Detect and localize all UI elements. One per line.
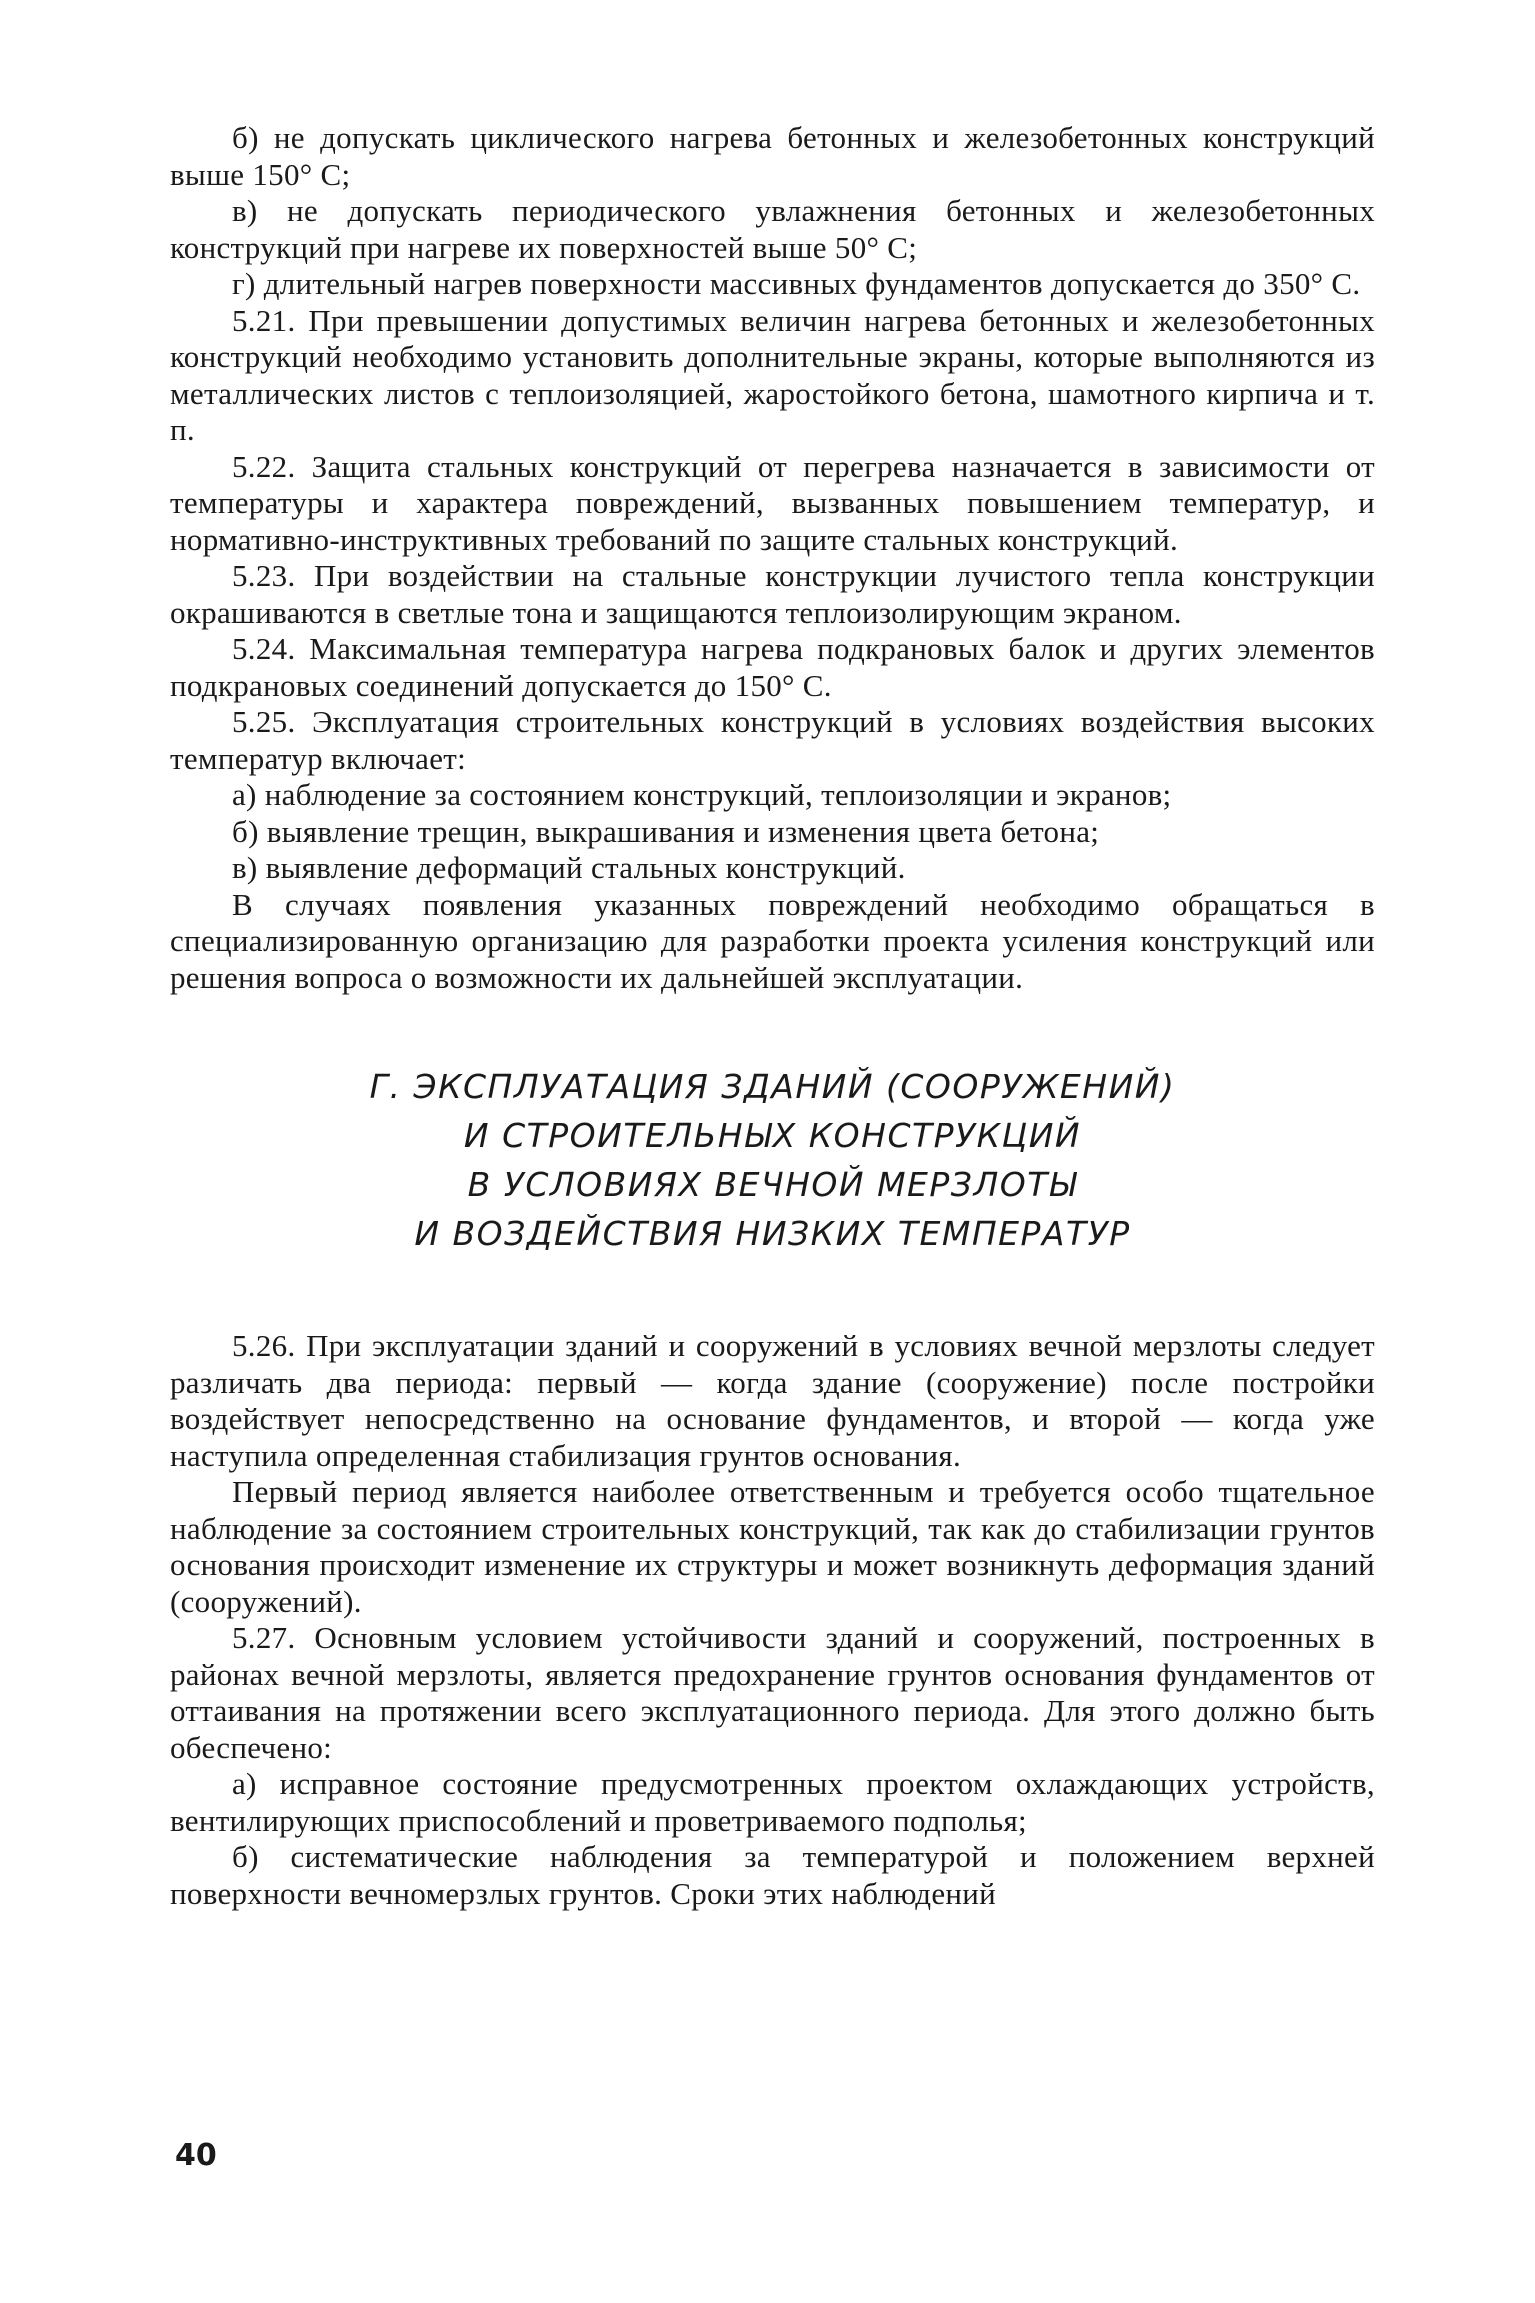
section-heading	[170, 1062, 1375, 1258]
list-item: б) выявление трещин, выкрашивания и изменения цвета бетона;	[232, 813, 1100, 849]
list-item: а) исправное состояние предусмотренных проектом охлаждающих устройств, вентилирующих приспособлений и проветриваемого подполья;	[170, 1766, 1375, 1838]
paragraph: Первый период является наиболее ответственным и требуется особо тщательное наблюдение за состоянием строительных конструкций, так как до стабилизации грунтов основания происходит изменение их структуры и может возникнуть деформация зданий (сооружений).	[170, 1474, 1375, 1619]
section-heading-line: И ВОЗДЕЙСТВИЯ НИЗКИХ ТЕМПЕРАТУР	[414, 1214, 1131, 1253]
page-number: 40	[175, 2138, 217, 2173]
list-item: а) наблюдение за состоянием конструкций, теплоизоляции и экранов;	[232, 777, 1172, 812]
section-heading-line: И СТРОИТЕЛЬНЫХ КОНСТРУКЦИЙ	[463, 1116, 1082, 1155]
paragraph: б) не допускать циклического нагрева бетонных и железобетонных конструкций выше 150° С;	[170, 120, 1375, 192]
paragraph: 5.23. При воздействии на стальные конструкции лучистого тепла конструкции окрашиваются в светлые тона и защищаются теплоизолирующим экраном.	[170, 558, 1375, 630]
list-item: в) выявление деформаций стальных конструкций.	[232, 850, 906, 885]
paragraph: в) не допускать периодического увлажнения бетонных и железобетонных конструкций при нагреве их поверхностей выше 50° С;	[170, 193, 1375, 265]
list-item: б) систематические наблюдения за температурой и положением верхней поверхности вечномерзлых грунтов. Сроки этих наблюдений	[170, 1839, 1375, 1911]
section-heading-line: В УСЛОВИЯХ ВЕЧНОЙ МЕРЗЛОТЫ	[467, 1165, 1078, 1204]
page-body	[170, 120, 1375, 1912]
paragraph: 5.22. Защита стальных конструкций от перегрева назначается в зависимости от температуры и характера повреждений, вызванных повышением температур, и нормативно-инструктивных требований по защите стальных конструкций.	[170, 448, 1375, 557]
paragraph: г) длительный нагрев поверхности массивных фундаментов допускается до 350° С.	[232, 266, 1361, 301]
paragraph: 5.24. Максимальная температура нагрева подкрановых балок и других элементов подкрановых соединений допускается до 150° С.	[170, 631, 1375, 703]
paragraph: 5.27. Основным условием устойчивости зданий и сооружений, построенных в районах вечной мерзлоты, является предохранение грунтов основания фундаментов от оттаивания на протяжении всего эксплуатационного периода. Для этого должно быть обеспечено:	[170, 1620, 1375, 1765]
paragraph: 5.26. При эксплуатации зданий и сооружений в условиях вечной мерзлоты следует различать два периода: первый — когда здание (сооружение) после постройки воздействует непосредственно на основание фундаментов, и второй — когда уже наступила определенная стабилизация грунтов основания.	[170, 1328, 1375, 1473]
paragraph: В случаях появления указанных повреждений необходимо обращаться в специализированную организацию для разработки проекта усиления конструкций или решения вопроса о возможности их дальнейшей эксплуатации.	[170, 886, 1375, 995]
paragraph: 5.21. При превышении допустимых величин нагрева бетонных и железобетонных конструкций необходимо установить дополнительные экраны, которые выполняются из металлических листов с теплоизоляцией, жаростойкого бетона, шамотного кирпича и т. п.	[170, 302, 1375, 447]
paragraph: 5.25. Эксплуатация строительных конструкций в условиях воздействия высоких температур включает:	[170, 704, 1375, 776]
section-heading-line: Г. ЭКСПЛУАТАЦИЯ ЗДАНИЙ (СООРУЖЕНИЙ)	[369, 1067, 1176, 1106]
